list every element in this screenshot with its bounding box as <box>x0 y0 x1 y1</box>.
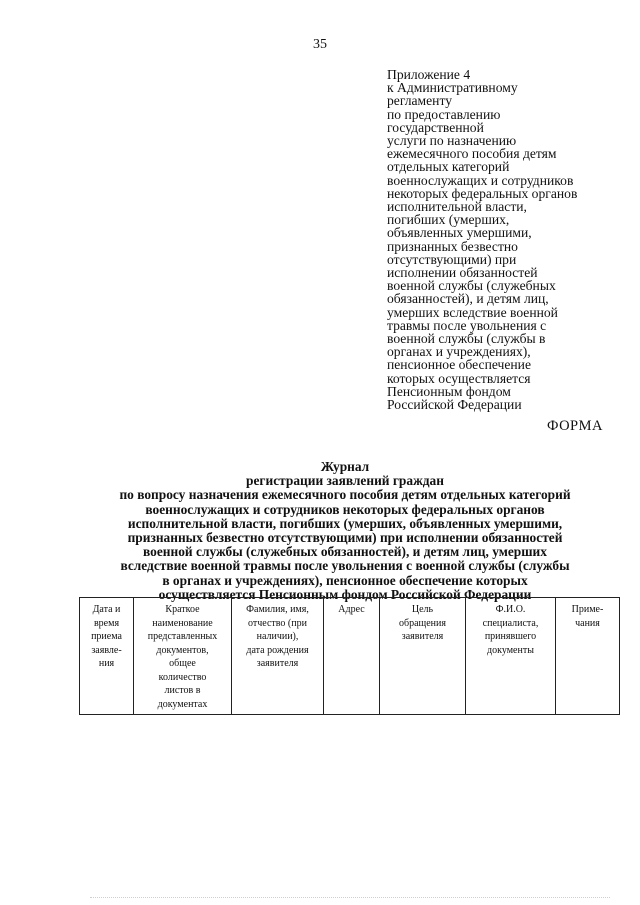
registration-table <box>79 597 620 715</box>
table-header-row <box>80 598 620 715</box>
appendix-line: обязанностей), и детям лиц, <box>387 291 549 307</box>
journal-title-line: осуществляется Пенсионным фондом Российской Федерации <box>158 586 532 602</box>
journal-title <box>60 460 630 602</box>
journal-title-line: регистрации заявлений граждан <box>246 473 444 489</box>
appendix-line: которых осуществляется <box>387 370 531 386</box>
journal-title-line: вследствие военной травмы после увольнения с военной службы (службы <box>120 558 570 574</box>
appendix-line: Пенсионным фондом <box>387 383 511 399</box>
appendix-line: признанных безвестно <box>387 238 518 254</box>
journal-title-line: Журнал <box>320 459 370 474</box>
appendix-line: по предоставлению <box>387 106 501 122</box>
page-number: 35 <box>313 37 327 52</box>
table-header-cell-date: Дата и время приема заявле- ния <box>80 598 134 715</box>
appendix-line: услуги по назначению <box>387 133 517 149</box>
journal-title-line: военной службы (служебных обязанностей), и детям лиц, умерших <box>143 544 547 560</box>
appendix-line: военной службы (службы в <box>387 331 546 347</box>
journal-title-line: по вопросу назначения ежемесячного пособия детям отдельных категорий <box>119 487 571 503</box>
appendix-line: отдельных категорий <box>387 159 510 175</box>
table-header-cell-documents: Краткое наименование представленных документов, общее количество листов в документах <box>134 598 232 715</box>
table-header-cell-notes: Приме- чания <box>556 598 620 715</box>
table-header-cell-purpose: Цель обращения заявителя <box>380 598 466 715</box>
journal-title-line: в органах и учреждениях), пенсионное обеспечение которых <box>162 572 528 588</box>
appendix-line: исполнительной власти, <box>387 199 527 215</box>
appendix-line: отсутствующими) при <box>387 251 517 267</box>
appendix-line: исполнении обязанностей <box>387 265 538 281</box>
appendix-line: военнослужащих и сотрудников <box>387 172 574 188</box>
appendix-line: травмы после увольнения с <box>387 317 547 333</box>
bottom-scan-artifact <box>90 897 610 899</box>
journal-title-line: военнослужащих и сотрудников некоторых федеральных органов <box>145 501 545 517</box>
appendix-line: Российской Федерации <box>387 397 522 413</box>
appendix-line: пенсионное обеспечение <box>387 357 531 373</box>
journal-title-line: исполнительной власти, погибших (умерших, объявленных умершими, <box>127 515 563 531</box>
appendix-line: погибших (умерших, <box>387 212 510 228</box>
table-header-cell-applicant-name: Фамилия, имя, отчество (при наличии), дата рождения заявителя <box>232 598 324 715</box>
appendix-block <box>387 68 617 411</box>
appendix-line: некоторых федеральных органов <box>387 185 578 201</box>
table-header-cell-specialist: Ф.И.О. специалиста, принявшего документы <box>466 598 556 715</box>
journal-title-line: признанных безвестно отсутствующими) при исполнении обязанностей <box>127 530 563 546</box>
form-label: ФОРМА <box>546 418 603 434</box>
appendix-line: объявленных умершими, <box>387 225 532 241</box>
appendix-line: государственной <box>387 119 484 135</box>
appendix-line: органах и учреждениях), <box>387 344 531 360</box>
table-header-cell-address: Адрес <box>324 598 380 715</box>
appendix-line: регламенту <box>387 93 453 109</box>
appendix-line: ежемесячного пособия детям <box>387 146 557 162</box>
appendix-line: Приложение 4 <box>387 67 471 82</box>
appendix-line: военной службы (служебных <box>387 278 556 294</box>
appendix-line: умерших вследствие военной <box>387 304 558 320</box>
appendix-line: к Административному <box>387 80 518 96</box>
